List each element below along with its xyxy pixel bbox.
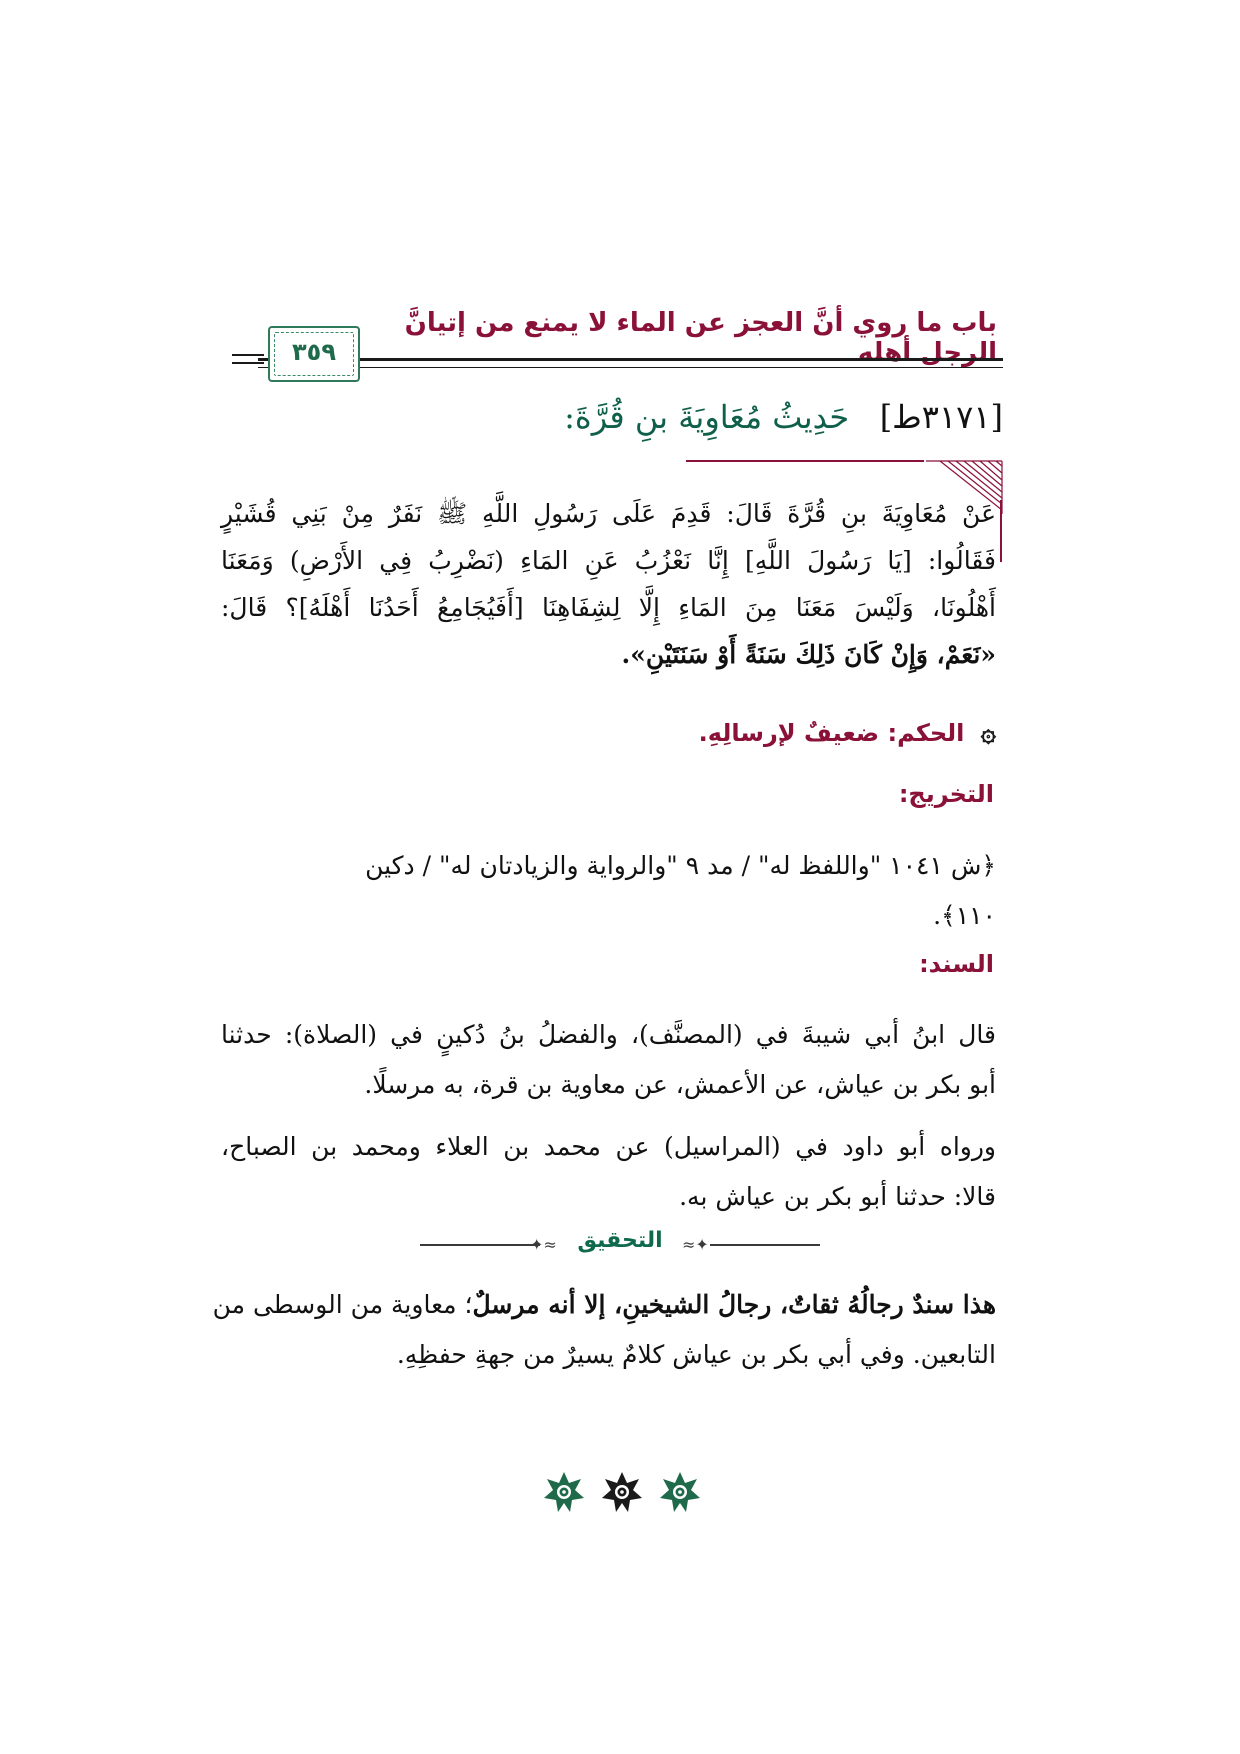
divider-line-right — [710, 1244, 820, 1246]
takhrij-line-1: ﴿ش ١٠٤١ "واللفظ له" / مد ٩ "والرواية والزيادتان له" / دكين — [365, 851, 996, 880]
divider-ornament-left-icon: ≈✦ — [530, 1235, 557, 1254]
hadith-line-1: عَنْ مُعَاوِيَةَ بنِ قُرَّةَ قَالَ: قَدِمَ عَلَى رَسُولِ اللَّهِ ﷺ نَفَرٌ مِنْ بَنِي قُشَيْرٍ — [221, 499, 996, 528]
sanad-p1-line-1: قال ابنُ أبي شيبةَ في (المصنَّف)، والفضلُ بنُ دُكينٍ في (الصلاة): حدثنا — [221, 1020, 996, 1049]
page-number: ٣٥٩ — [292, 338, 336, 366]
ruling-label: الحكم: — [887, 719, 965, 747]
sanad-paragraph-2 — [221, 1122, 996, 1222]
tahqiq-line-1-rest: ؛ معاوية من الوسطى من — [212, 1290, 473, 1319]
takhrij-line-2: ١١٠﴾. — [933, 901, 996, 930]
header-rule-thick — [258, 358, 1003, 361]
ruling — [699, 718, 996, 748]
tahqiq-verdict: هذا سندٌ رجالُهُ ثقاتٌ، رجالُ الشيخينِ، إلا أنه مرسلٌ — [472, 1290, 996, 1319]
divider-line-left — [420, 1244, 540, 1246]
header-rule-thin — [258, 367, 1003, 368]
sanad-p2-line-1: ورواه أبو داود في (المراسيل) عن محمد بن العلاء ومحمد بن الصباح، — [221, 1132, 996, 1161]
hadith-code: [٣١٧١ط] — [879, 398, 1003, 436]
sanad-paragraph-1 — [221, 1010, 996, 1110]
flower-ornament-icon — [542, 1470, 586, 1514]
tahqiq-line-2: التابعين. وفي أبي بكر بن عياش كلامٌ يسيرٌ من جهةِ حفظِهِ. — [396, 1340, 996, 1369]
tahqiq-label: التحقيق — [577, 1228, 663, 1253]
sanad-p1-line-2: أبو بكر بن عياش، عن الأعمش، عن معاوية بن قرة، به مرسلًا. — [364, 1070, 996, 1099]
hadith-line-3: أَهْلُونَا، وَلَيْسَ مَعَنَا مِنَ المَاءِ إِلَّا لِشِفَاهِنَا [أَفَيُجَامِعُ أَحَدُنَا أَهْلَهُ]؟ قَالَ: — [221, 593, 996, 622]
page-number-badge — [268, 326, 360, 382]
chapter-title: باب ما روي أنَّ العجز عن الماء لا يمنع من إتيانَّ الرجل أهله — [404, 308, 997, 368]
takhrij-text — [221, 841, 996, 941]
hadith-frame-side — [1000, 500, 1002, 562]
header-rule-left-bottom — [232, 362, 264, 364]
hadith-title: حَدِيثُ مُعَاوِيَةَ بنِ قُرَّةَ: — [564, 398, 850, 436]
tahqiq-divider — [420, 1228, 820, 1258]
hadith-frame-top — [686, 460, 924, 462]
flower-ornament-icon — [658, 1470, 702, 1514]
hadith-heading — [564, 398, 1003, 436]
takhrij-label: التخريج: — [898, 780, 994, 808]
star-ornament-icon: ۞ — [980, 718, 996, 748]
hadith-line-4: «نَعَمْ، وَإِنْ كَانَ ذَلِكَ سَنَةً أَوْ سَنَتَيْنِ». — [621, 640, 996, 669]
divider-ornament-right-icon: ✦≈ — [682, 1235, 709, 1254]
header-rule-left-top — [232, 354, 264, 356]
flower-ornament-icon — [600, 1470, 644, 1514]
tahqiq-line-1 — [212, 1280, 996, 1330]
sanad-label: السند: — [919, 950, 994, 978]
end-ornaments — [542, 1470, 702, 1518]
hadith-text — [221, 490, 996, 678]
hadith-line-2: فَقَالُوا: [يَا رَسُولَ اللَّهِ] إِنَّا نَعْزُبُ عَنِ المَاءِ (نَضْرِبُ فِي الأَرْضِ) وَمَعَنَا — [221, 546, 996, 575]
sanad-p2-line-2: قالا: حدثنا أبو بكر بن عياش به. — [679, 1182, 996, 1211]
tahqiq-paragraph — [212, 1280, 996, 1380]
ruling-value: ضعيفٌ لإرسالِهِ. — [698, 719, 880, 747]
